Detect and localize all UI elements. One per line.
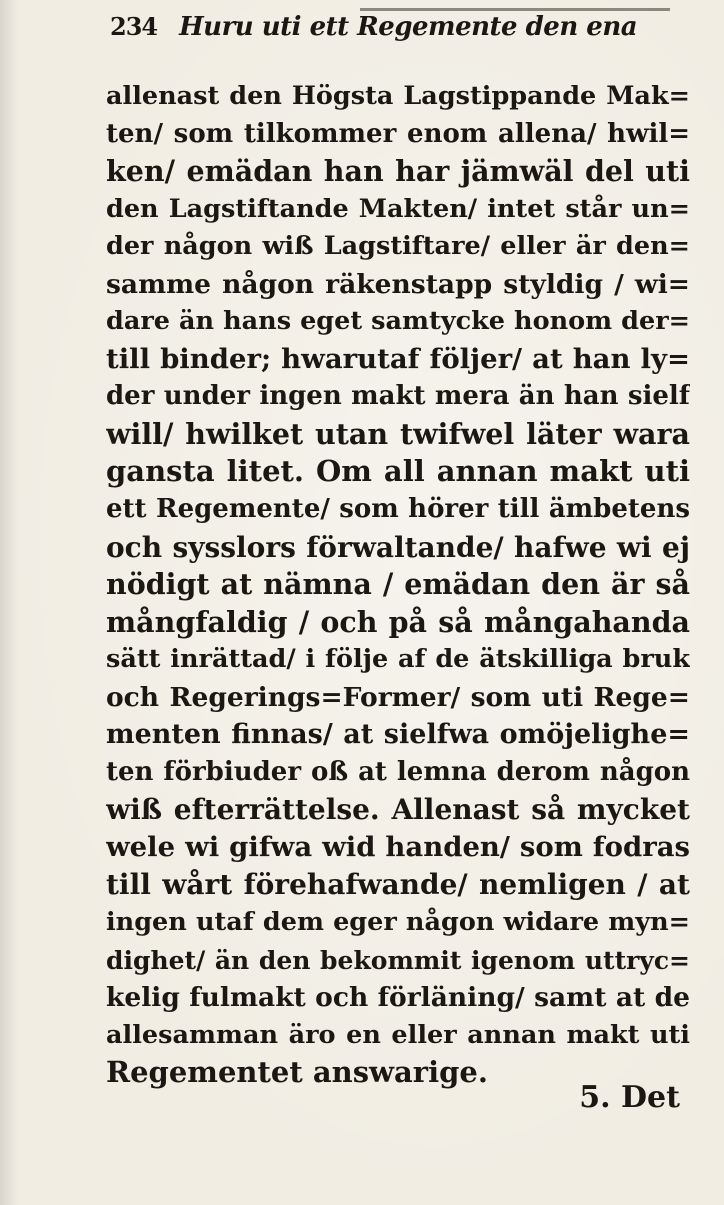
text-line: ett Regemente/ som hörer till ämbetens (106, 494, 690, 525)
text-line: samme någon räkenstapp styldig / wi= (106, 268, 690, 300)
text-line: dare än hans eget samtycke honom der= (106, 306, 690, 337)
text-line: dighet/ än den bekommit igenom uttryc= (106, 945, 690, 975)
text-line: ken/ emädan han har jämwäl del uti (106, 154, 690, 189)
text-line: nödigt at nämna / emädan den är så (106, 567, 690, 602)
text-line: allenast den Högsta Lagstippande Mak= (106, 81, 690, 111)
text-line: till binder; hwarutaf följer/ at han ly= (106, 342, 690, 375)
text-line: den Lagstiftande Makten/ intet står un= (106, 193, 690, 224)
text-line: wele wi gifwa wid handen/ som fodras (106, 830, 690, 863)
text-line: will/ hwilket utan twifwel läter wara (106, 416, 690, 451)
text-line: mångfaldig / och på så mångahanda (106, 604, 690, 639)
text-line: och sysslors förwaltande/ hafwe wi ej (106, 530, 690, 564)
text-line: sätt inrättad/ i följe af de ätskilliga bruk (106, 644, 690, 675)
text-line: der under ingen makt mera än han sielf (106, 381, 690, 412)
text-line: till wårt förehafwande/ nemligen / at (106, 868, 690, 902)
header-rule (360, 8, 670, 11)
text-line: och Regerings=Former/ som uti Rege= (106, 681, 690, 713)
text-line: allesamman äro en eller annan makt uti (106, 1019, 690, 1050)
text-line: menten finnas/ at sielfwa omöjelighe= (106, 719, 690, 751)
text-line: ten/ som tilkommer enom allena/ hwil= (106, 118, 690, 149)
text-line: kelig fulmakt och förläning/ samt at de (106, 982, 690, 1014)
text-line: der någon wiß Lagstiftare/ eller är den= (106, 231, 690, 262)
page-number: 234 (110, 12, 158, 41)
text-line: Regementet answarige. (106, 1055, 488, 1090)
text-line: wiß efterrättelse. Allenast så mycket (106, 793, 690, 827)
running-head (110, 12, 670, 52)
text-line: ingen utaf dem eger någon widare myn= (106, 907, 690, 938)
text-line: ten förbiuder oß at lemna derom någon (106, 756, 690, 787)
body-text (106, 78, 690, 1092)
catchword: 5. Det (579, 1080, 680, 1115)
running-title: Huru uti ett Regemente den ena (179, 12, 638, 42)
gutter-shadow (0, 0, 18, 1205)
text-line: gansta litet. Om all annan makt uti (106, 454, 690, 489)
